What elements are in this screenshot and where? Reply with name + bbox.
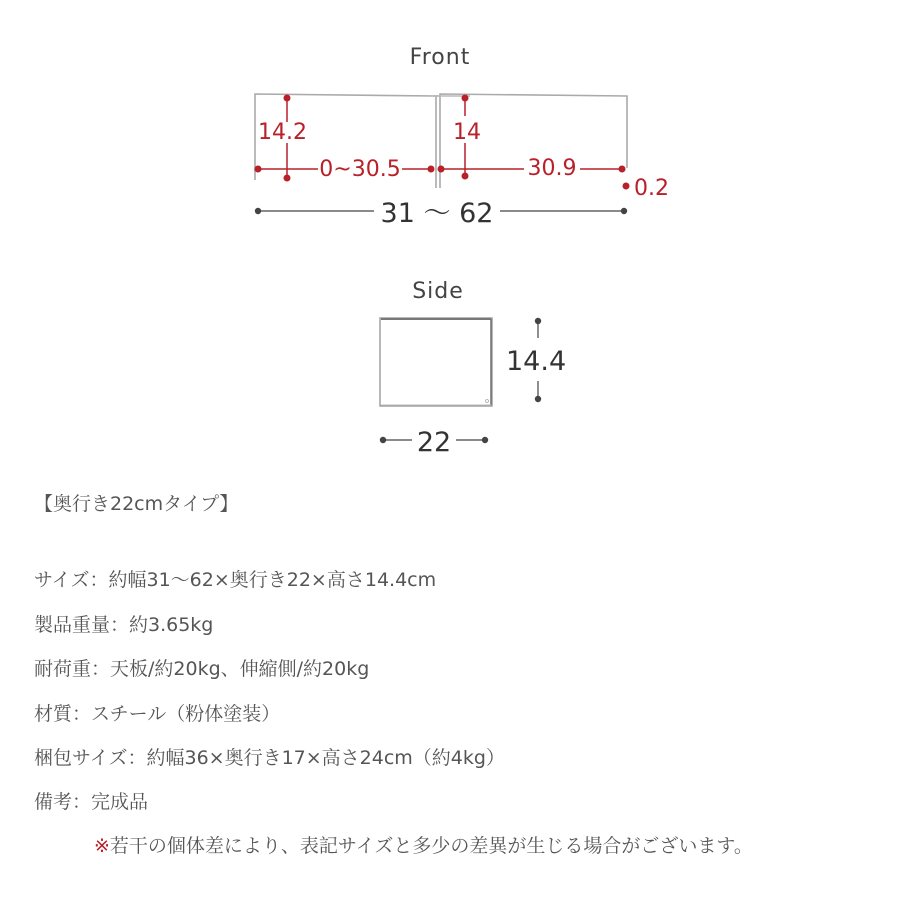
spec-load-capacity: 耐荷重：天板/約20kg、伸縮側/約20kg bbox=[34, 658, 370, 680]
side-shelf-outline bbox=[380, 318, 492, 406]
dim-side-depth-end-dot bbox=[482, 437, 488, 443]
note-mark: ※ bbox=[94, 835, 110, 857]
front-view bbox=[255, 45, 670, 229]
dim-total-width-end-dot bbox=[621, 208, 627, 214]
dim-right-width-start-dot bbox=[438, 166, 445, 173]
dim-right-width-end-dot bbox=[619, 166, 626, 173]
dim-right-height-bottom-dot bbox=[462, 173, 469, 180]
dim-total-width-start-dot bbox=[255, 208, 261, 214]
dim-right-height-label: 14 bbox=[453, 120, 481, 145]
spec-heading: 【奥行き22cmタイプ】 bbox=[34, 493, 239, 515]
dim-gap bbox=[623, 176, 670, 201]
spec-material: 材質：スチール（粉体塗装） bbox=[34, 703, 281, 725]
dim-side-height bbox=[506, 318, 566, 402]
dim-left-width-end-dot bbox=[428, 166, 435, 173]
note-text: 若干の個体差により、表記サイズと多少の差異が生じる場合がございます。 bbox=[109, 835, 753, 857]
front-title: Front bbox=[409, 45, 471, 70]
dim-left-height-label: 14.2 bbox=[258, 120, 307, 145]
dim-gap-dot bbox=[623, 183, 630, 190]
dim-side-height-bottom-dot bbox=[535, 396, 541, 402]
spec-package-size: 梱包サイズ：約幅36×奥行き17×高さ24cm（約4kg） bbox=[34, 747, 505, 769]
dim-side-depth bbox=[380, 427, 488, 458]
spec-size: サイズ：約幅31〜62×奥行き22×高さ14.4cm bbox=[34, 569, 437, 591]
side-title: Side bbox=[412, 279, 464, 304]
dim-right-height-top-dot bbox=[462, 95, 469, 102]
dim-right-height bbox=[453, 95, 481, 180]
dim-left-width bbox=[255, 157, 435, 182]
dim-total-width bbox=[255, 198, 627, 229]
disclaimer-note bbox=[94, 831, 753, 858]
side-view bbox=[380, 279, 566, 458]
dim-left-width-label: 0~30.5 bbox=[319, 157, 401, 182]
dim-side-depth-start-dot bbox=[380, 437, 386, 443]
dim-side-height-top-dot bbox=[535, 318, 541, 324]
dim-total-width-label: 31 〜 62 bbox=[380, 198, 494, 229]
dim-side-depth-label: 22 bbox=[416, 427, 452, 458]
dim-right-width-label: 30.9 bbox=[527, 156, 577, 181]
dim-left-height-top-dot bbox=[284, 95, 291, 102]
dim-side-height-label: 14.4 bbox=[506, 346, 567, 377]
dim-left-width-start-dot bbox=[255, 166, 262, 173]
dim-gap-label: 0.2 bbox=[634, 176, 669, 201]
spec-weight: 製品重量：約3.65kg bbox=[34, 614, 214, 636]
dim-left-height-bottom-dot bbox=[284, 175, 291, 182]
spec-remarks: 備考：完成品 bbox=[34, 791, 149, 813]
